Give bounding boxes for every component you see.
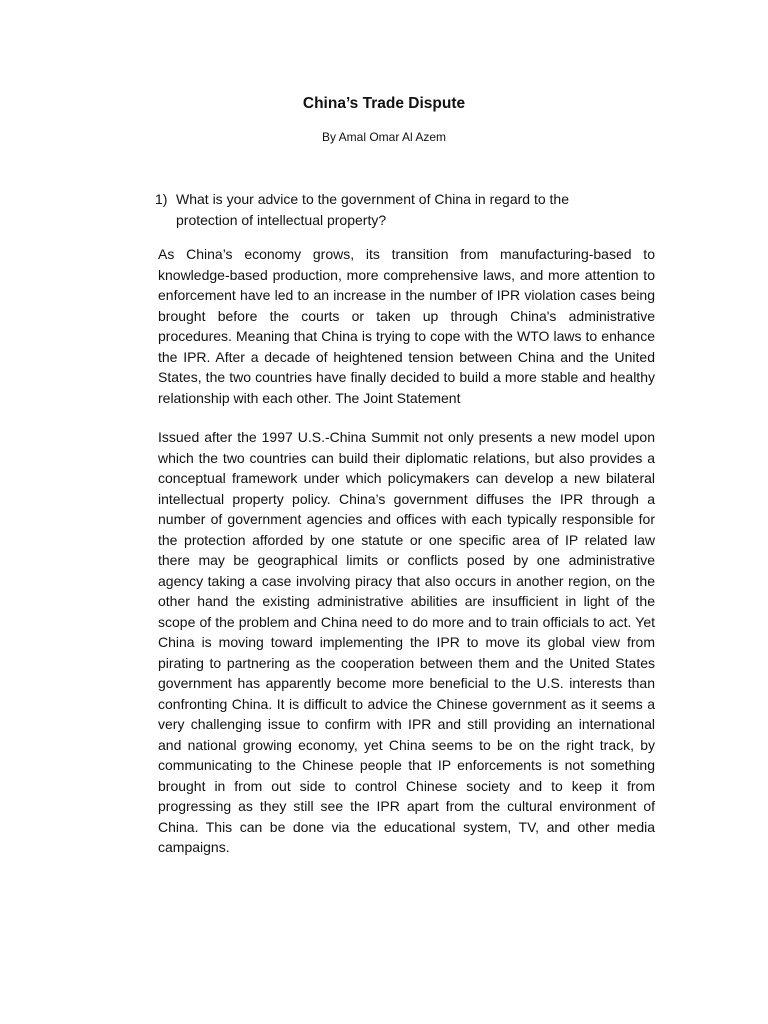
question-text: What is your advice to the government of China in regard to the protection of intellectual property? (176, 191, 569, 228)
question-item (155, 189, 625, 230)
document-title: China’s Trade Dispute (302, 95, 466, 112)
question-number: 1) (155, 191, 168, 207)
answer-paragraph-2: Issued after the 1997 U.S.-China Summit not only presents a new model upon which the two countries can build their diplomatic relations, but also provides a conceptual framework under which policymakers can develop a new bilateral intellectual property policy. China’s government diffuses the IPR through a number of government agencies and offices with each typically responsible for the protection afforded by one statute or one specific area of IP related law there may be geographical limits or conflicts posed by one administrative agency taking a case involving piracy that also occurs in another region, on the other hand the existing administrative abilities are insufficient in light of the scope of the problem and China need to do more and to train officials to act. Yet China is moving toward implementing the IPR to move its global view from pirating to partnering as the cooperation between them and the United States government has apparently become more beneficial to the U.S. interests than confronting China. It is difficult to advice the Chinese government as it seems a very challenging issue to confirm with IPR and still providing an international and national growing economy, yet China seems to be on the right track, by communicating to the Chinese people that IP enforcements is not something brought in from out side to control Chinese society and to keep it from progressing as they still see the IPR apart from the cultural environment of China. This can be done via the educational system, TV, and other media campaigns. (158, 429, 655, 855)
answer-paragraph-1: As China’s economy grows, its transition from manufacturing-based to knowledge-based production, more comprehensive laws, and more attention to enforcement have led to an increase in the number of IPR violation cases being brought before the courts or taken up through China's administrative procedures. Meaning that China is trying to cope with the WTO laws to enhance the IPR. After a decade of heightened tension between China and the United States, the two countries have finally decided to build a more stable and healthy relationship with each other. The Joint Statement (158, 246, 655, 406)
document-author: By Amal Omar Al Azem (321, 130, 447, 144)
